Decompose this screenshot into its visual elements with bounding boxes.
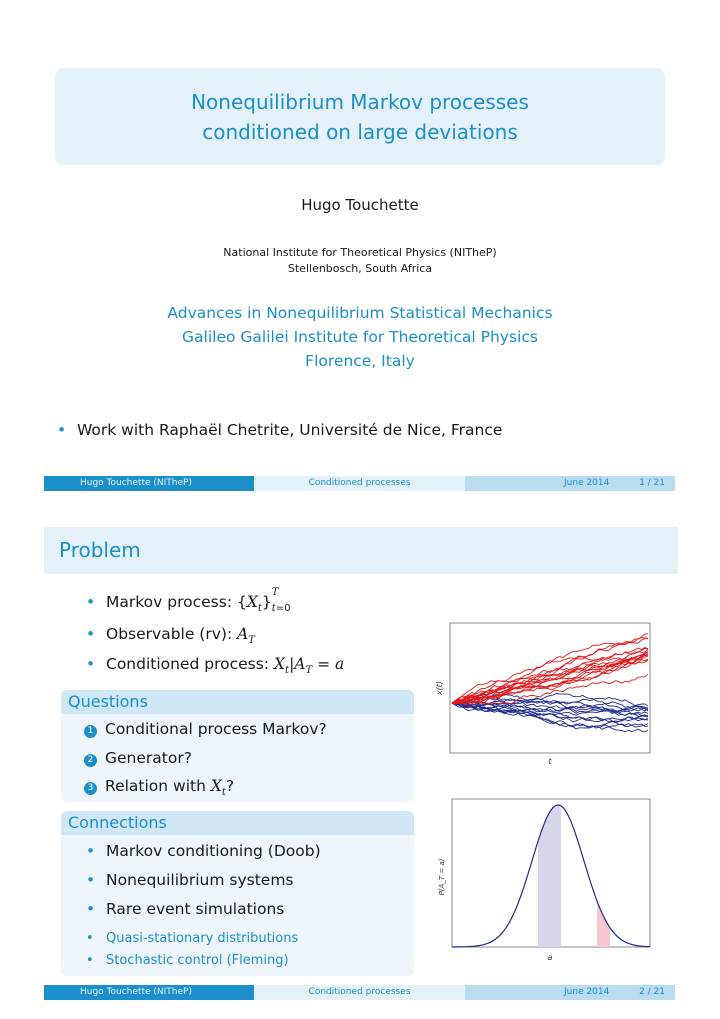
item-conditioned: • Conditioned process: $X_t|A_T = a$ xyxy=(86,655,345,677)
bullet-icon: • xyxy=(86,842,96,860)
author-name: Hugo Touchette xyxy=(301,196,419,214)
title-box xyxy=(55,68,665,165)
footer-date: June 2014 xyxy=(564,478,610,488)
questions-header: Questions xyxy=(61,690,414,714)
item-markov-process: • Markov process: $\{X_t\}$ T $_{t=0}$ xyxy=(86,587,291,615)
question-1-text: Conditional process Markov? xyxy=(105,720,327,738)
title-slide xyxy=(0,0,720,497)
institute xyxy=(0,245,720,277)
connection-3-text: Rare event simulations xyxy=(106,900,285,918)
connection-2-text: Nonequilibrium systems xyxy=(106,871,294,889)
footer-right xyxy=(465,985,675,1000)
connections-header: Connections xyxy=(61,811,414,835)
footer-author: Hugo Touchette (NITheP) xyxy=(44,476,254,491)
conference xyxy=(0,301,720,373)
number-1-icon: 1 xyxy=(84,725,97,738)
footer-right xyxy=(465,476,675,491)
paths-plot xyxy=(430,618,655,773)
footer-author: Hugo Touchette (NITheP) xyxy=(44,985,254,1000)
paths-plot-frame xyxy=(450,623,650,753)
bullet-icon: • xyxy=(86,900,96,918)
footer-page: 2 / 21 xyxy=(639,987,665,997)
title-line-2: conditioned on large deviations xyxy=(202,119,518,144)
title-line-1: Nonequilibrium Markov processes xyxy=(191,89,529,114)
institute-line-1: National Institute for Theoretical Physics (NITheP) xyxy=(223,246,497,259)
work-note xyxy=(57,421,502,439)
item-markov-label: Markov process: xyxy=(106,593,237,611)
work-note-text: Work with Raphaël Chetrite, Université de Nice, France xyxy=(77,421,503,439)
item-conditioned-label: Conditioned process: xyxy=(106,655,274,673)
number-3-icon: 3 xyxy=(84,782,97,795)
footer-page: 1 / 21 xyxy=(639,478,665,488)
question-1 xyxy=(84,720,327,738)
connection-2 xyxy=(86,871,294,889)
connection-4 xyxy=(86,931,298,946)
frame-title: Problem xyxy=(44,527,678,574)
connection-1-text: Markov conditioning (Doob) xyxy=(106,842,321,860)
connection-5-text: Stochastic control (Fleming) xyxy=(106,953,289,968)
connection-4-text: Quasi-stationary distributions xyxy=(106,931,299,946)
paths-xlabel: t xyxy=(548,757,552,766)
connection-3 xyxy=(86,900,284,918)
footer xyxy=(44,476,675,491)
conference-line-2: Galileo Galilei Institute for Theoretical Physics xyxy=(182,328,538,346)
conference-line-3: Florence, Italy xyxy=(305,352,415,370)
number-2-icon: 2 xyxy=(84,754,97,767)
footer-title: Conditioned processes xyxy=(254,985,465,1000)
distribution-xlabel: a xyxy=(547,953,553,962)
distribution-plot xyxy=(430,797,655,967)
footer-title: Conditioned processes xyxy=(254,476,465,491)
item-observable: • Observable (rv): $A_T$ xyxy=(86,625,255,647)
bullet-icon: • xyxy=(57,421,67,439)
institute-line-2: Stellenbosch, South Africa xyxy=(287,262,433,275)
connection-5 xyxy=(86,953,289,968)
bullet-icon: • xyxy=(86,593,96,611)
conference-line-1: Advances in Nonequilibrium Statistical Mechanics xyxy=(167,304,553,322)
bullet-icon: • xyxy=(86,655,96,673)
question-3: 3 Relation with $X_t$? xyxy=(84,777,234,798)
question-2-text: Generator? xyxy=(105,749,192,767)
question-2 xyxy=(84,749,192,767)
question-3-text: Relation with xyxy=(105,777,211,795)
distribution-ylabel: P(A_T = a) xyxy=(438,858,446,896)
footer-date: June 2014 xyxy=(564,987,610,997)
footer xyxy=(44,985,675,1000)
item-observable-label: Observable (rv): xyxy=(106,625,238,643)
bullet-icon: • xyxy=(86,953,94,968)
bullet-icon: • xyxy=(86,871,96,889)
paths-ylabel: x(t) xyxy=(435,680,444,696)
bullet-icon: • xyxy=(86,931,94,946)
connection-1 xyxy=(86,842,321,860)
problem-slide xyxy=(0,522,720,1019)
bullet-icon: • xyxy=(86,625,96,643)
